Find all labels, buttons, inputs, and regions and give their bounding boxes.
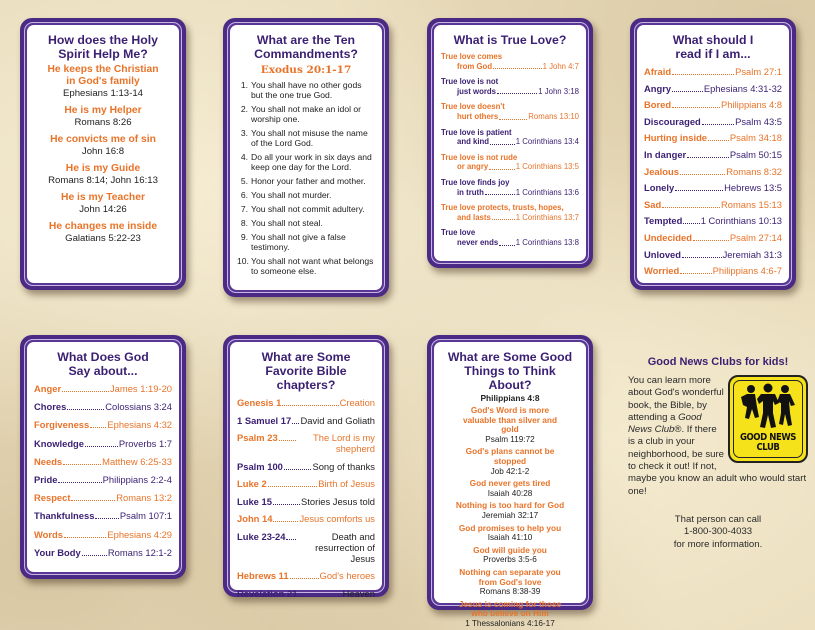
card-title: What are the Ten Commandments? (254, 33, 358, 61)
item-heading: He is my Guide (65, 163, 141, 174)
club-heading: Good News Clubs for kids! (647, 356, 789, 368)
list-item (644, 232, 782, 243)
list-item (34, 105, 172, 129)
item-line: True love is patient (441, 127, 512, 137)
list-item (644, 249, 782, 260)
item-label: Sad (644, 198, 662, 210)
list-item (441, 128, 579, 147)
item-reference: Psalm 119:72 (485, 434, 535, 444)
item-line: True love (441, 228, 476, 238)
item-reference: Matthew 6:25-33 (102, 455, 172, 467)
item-number: 4. (240, 152, 248, 162)
item-reference: Colossians 3:24 (105, 401, 172, 413)
item-reference: God's heroes (319, 570, 375, 581)
leader-dots (284, 469, 312, 470)
leader-dots (95, 518, 118, 519)
list-item (441, 52, 579, 71)
list-item (34, 163, 172, 187)
item-text: Honor your father and mother. (251, 176, 366, 186)
item-heading: God will guide you (473, 544, 547, 555)
good-things-card (427, 335, 593, 628)
item-heading: God never gets tired (469, 478, 551, 489)
item-number: 6. (240, 190, 248, 200)
list-item (237, 397, 375, 408)
item-reference: Song of thanks (312, 460, 375, 472)
item-label: Respect (34, 492, 71, 504)
item-reference: Romans 8:32 (726, 165, 782, 177)
leader-dots (489, 162, 515, 170)
list-item (441, 546, 579, 565)
item-line (441, 87, 579, 97)
leader-dots (62, 391, 109, 392)
item-reference: 1 Corinthians 13:7 (515, 212, 579, 222)
leader-dots (702, 124, 734, 125)
item-reference: 1 Corinthians 13:5 (515, 162, 579, 172)
list-item (441, 102, 579, 121)
list-item (644, 132, 782, 143)
item-reference: Ephesians 1:13-14 (62, 88, 143, 99)
item-label: Thankfulness (34, 510, 95, 522)
commandments-card (223, 18, 389, 297)
item-text: You shall not want what belongs to someone else. (251, 256, 374, 276)
item-label: John 14 (237, 513, 273, 524)
leader-dots (282, 405, 338, 406)
scripture-reference: Philippians 4:8 (480, 393, 540, 403)
item-reference: 1 John 4:7 (542, 61, 579, 71)
item-reference: Job 42:1-2 (490, 466, 530, 476)
item-line: True love protects, trusts, hopes, (441, 203, 564, 213)
item-reference: Birth of Jesus (318, 478, 375, 489)
list-item (34, 492, 172, 503)
item-text: You shall not misuse the name of the Lord God. (251, 128, 368, 148)
item-label: Jealous (644, 165, 679, 177)
leader-dots (680, 174, 725, 175)
read-if-list (644, 66, 782, 276)
list-item (34, 438, 172, 449)
item-reference: 1 John 3:18 (538, 86, 579, 96)
item-line: True love finds joy (441, 177, 510, 187)
item-label: Pride (34, 473, 58, 485)
list-item (237, 496, 375, 507)
item-reference: John 14:26 (79, 204, 127, 215)
list-item (237, 513, 375, 524)
item-label: Anger (34, 383, 62, 394)
list-item (34, 383, 172, 394)
list-item (644, 116, 782, 127)
item-reference: Ephesians 4:29 (107, 528, 172, 540)
leader-dots (279, 432, 296, 441)
item-reference: Philippians 4:8 (721, 99, 782, 111)
children-running-icon (737, 383, 799, 433)
item-reference: Psalm 27:14 (729, 231, 782, 243)
list-item (441, 447, 579, 476)
item-number: 5. (240, 176, 248, 186)
item-reference: Psalm 107:1 (119, 510, 172, 522)
item-number: 8. (240, 218, 248, 228)
item-line (441, 137, 579, 147)
item-label: Knowledge (34, 437, 85, 449)
list-item (237, 128, 375, 148)
item-reference: Proverbs 1:7 (118, 437, 172, 449)
item-reference: Romans 8:38-39 (479, 587, 541, 597)
list-item (237, 152, 375, 172)
leader-dots (85, 446, 118, 447)
item-reference: Isaiah 40:28 (487, 488, 533, 498)
item-reference: Ephesians 4:32 (107, 419, 172, 431)
item-label: Afraid (644, 66, 672, 77)
read-if-card (630, 18, 796, 290)
item-label: Tempted (644, 215, 683, 227)
leader-dots (90, 427, 106, 428)
leader-dots (71, 500, 115, 501)
item-heading: Nothing can separate you from God's love (459, 566, 561, 587)
list-item (34, 221, 172, 245)
item-text: in truth (457, 187, 484, 197)
list-item (644, 83, 782, 94)
item-reference: Psalm 50:15 (729, 148, 782, 160)
item-heading: God's plans cannot be stopped (465, 446, 555, 466)
item-line: True love is not rude (441, 152, 518, 162)
item-reference: Romans 8:26 (74, 117, 132, 128)
list-item (237, 531, 375, 564)
item-number: 2. (240, 104, 248, 114)
leader-dots (286, 531, 296, 540)
item-reference: James 1:19-20 (109, 383, 172, 394)
item-label: Luke 23-24 (237, 530, 286, 542)
holy-spirit-list (34, 64, 172, 245)
leader-dots (290, 578, 319, 579)
item-line (441, 62, 579, 72)
item-text: You shall not make an idol or worship one. (251, 104, 362, 124)
list-item (441, 203, 579, 222)
item-line (441, 238, 579, 248)
item-text: or angry (457, 162, 489, 172)
item-text: Do all your work in six days and keep one day for the Lord. (251, 152, 372, 172)
leader-dots (672, 91, 703, 92)
item-reference: 1 Corinthians 13:6 (515, 187, 579, 197)
item-reference: Psalm 34:18 (729, 132, 782, 144)
item-reference: 1 Corinthians 13:8 (515, 237, 579, 247)
item-reference: Romans 13:2 (116, 492, 172, 504)
list-item (441, 501, 579, 520)
list-item (644, 166, 782, 177)
holy-spirit-card (20, 18, 186, 290)
item-text: You shall not steal. (251, 218, 323, 228)
item-reference: Jeremiah 32:17 (481, 510, 539, 520)
leader-dots (63, 464, 101, 465)
list-item (441, 77, 579, 96)
leader-dots (273, 504, 300, 505)
list-item (237, 218, 375, 228)
list-item (237, 190, 375, 200)
list-item (34, 529, 172, 540)
item-label: Words (34, 528, 63, 540)
item-text: just words (457, 86, 496, 96)
item-number: 10. (237, 256, 249, 266)
list-item (441, 406, 579, 444)
contact-info: That person can call 1-800-300-4033 for more information. (628, 514, 808, 551)
item-reference: Philippians 4:6-7 (712, 265, 782, 277)
list-item (644, 265, 782, 276)
scripture-reference: Exodus 20:1-17 (260, 64, 352, 76)
item-text: hurt others (457, 111, 499, 121)
good-things-list (441, 406, 579, 628)
item-label: Genesis 1 (237, 397, 282, 408)
list-item (644, 199, 782, 210)
list-item (237, 256, 375, 276)
item-heading: He is my Helper (64, 105, 142, 116)
club-description: You can learn more about God's wonderful book, the Bible, by attending a Good News Club®. If there is a club in your neighborhood, be sure to check it out! If not, maybe you know an adult who would start one! (628, 375, 807, 497)
card-title: What Does God Say about... (57, 350, 149, 378)
item-text: You shall have no other gods but the one true God. (251, 80, 362, 100)
item-label: Forgiveness (34, 419, 90, 431)
item-text: never ends (457, 237, 499, 247)
leader-dots (497, 87, 537, 95)
item-reference: 1 Corinthians 13:4 (515, 137, 579, 147)
list-item (644, 149, 782, 160)
item-reference: Stories Jesus told (301, 495, 375, 507)
item-reference: Jeremiah 31:3 (722, 248, 782, 260)
item-label: Lonely (644, 182, 675, 194)
leader-dots (687, 157, 729, 158)
list-item (237, 104, 375, 124)
list-item (34, 474, 172, 485)
leader-dots (492, 213, 515, 221)
list-item (237, 570, 375, 581)
item-reference: Romans 12:1-2 (107, 546, 172, 558)
list-item (644, 66, 782, 77)
list-item (34, 192, 172, 216)
god-says-list (34, 383, 172, 558)
item-reference: Romans 8:14; John 16:13 (48, 175, 158, 186)
list-item (237, 80, 375, 100)
item-label: Unloved (644, 248, 681, 260)
list-item (644, 215, 782, 226)
item-reference: The Lord is my shepherd (313, 432, 375, 454)
leader-dots (693, 240, 729, 241)
item-number: 7. (240, 204, 248, 214)
list-item (237, 588, 375, 599)
list-item (237, 176, 375, 186)
good-news-club-logo (728, 375, 808, 463)
item-heading: He is my Teacher (61, 192, 145, 203)
item-label: Your Body (34, 546, 81, 558)
card-title: What are Some Favorite Bible chapters? (261, 350, 351, 392)
item-label: Psalm 23 (237, 432, 278, 443)
item-label: Worried (644, 265, 680, 277)
favorite-chapters-card (223, 335, 389, 597)
item-line (441, 162, 579, 172)
list-item (34, 419, 172, 430)
leader-dots (499, 112, 527, 120)
leader-dots (675, 190, 723, 191)
item-heading: Jesus is coming for those who believe on Him (458, 598, 562, 619)
leader-dots (672, 107, 720, 108)
item-reference: Romans 15:13 (721, 198, 782, 210)
item-line (441, 112, 579, 122)
list-item (34, 456, 172, 467)
list-item (34, 64, 172, 100)
list-item (237, 232, 375, 252)
list-item (441, 178, 579, 197)
item-label: Luke 2 (237, 478, 267, 489)
item-heading: God's Word is more valuable than silver and gold (462, 405, 558, 435)
card-title: What are Some Good Things to Think About? (447, 350, 573, 392)
item-heading: Nothing is too hard for God (455, 500, 565, 511)
item-number: 1. (240, 80, 248, 90)
item-reference: Galatians 5:22-23 (65, 233, 141, 244)
item-label: Bored (644, 99, 672, 111)
leader-dots (268, 486, 318, 487)
item-reference: Philippians 2:2-4 (102, 473, 172, 485)
item-reference: Psalm 43:5 (735, 115, 782, 127)
leader-dots (273, 521, 298, 522)
item-text: from God (457, 61, 493, 71)
logo-text: GOOD NEWS CLUB (739, 432, 797, 453)
list-item (441, 600, 579, 629)
true-love-list (441, 52, 579, 248)
item-reference: Proverbs 3:5-6 (483, 555, 537, 565)
list-item (441, 524, 579, 543)
item-label: Luke 15 (237, 495, 272, 507)
list-item (34, 547, 172, 558)
item-text: You shall not murder. (251, 190, 332, 200)
leader-dots (64, 537, 106, 538)
item-number: 9. (240, 232, 248, 242)
item-reference: Isaiah 41:10 (487, 533, 533, 543)
leader-dots (662, 207, 720, 208)
list-item (644, 99, 782, 110)
leader-dots (672, 74, 734, 75)
item-label: In danger (644, 148, 687, 160)
item-heading: He changes me inside (48, 221, 158, 232)
list-item (34, 134, 172, 158)
item-heading: He keeps the Christian in God's family (47, 64, 159, 87)
item-reference: Ephesians 4:31-32 (703, 82, 782, 94)
leader-dots (683, 223, 699, 224)
list-item (237, 478, 375, 489)
item-label: 1 Samuel 17 (237, 414, 292, 426)
item-label: Psalm 100 (237, 460, 283, 472)
list-item (237, 432, 375, 454)
list-item (237, 415, 375, 426)
item-line: True love doesn't (441, 102, 505, 112)
leader-dots (67, 409, 104, 410)
item-label: Undecided (644, 231, 692, 243)
leader-dots (499, 238, 515, 246)
item-reference: John 16:8 (81, 146, 125, 157)
item-line (441, 213, 579, 223)
list-item (34, 401, 172, 412)
card-title: What should I read if I am... (672, 33, 754, 61)
item-reference: 1 Thessalonians 4:16-17 (465, 618, 555, 628)
god-says-card (20, 335, 186, 579)
item-number: 3. (240, 128, 248, 138)
leader-dots (485, 188, 515, 196)
item-reference: Death and resurrection of Jesus (315, 530, 375, 564)
item-label: Hebrews 11 (237, 570, 289, 581)
item-reference: 1 Corinthians 10:13 (700, 215, 782, 227)
item-label: Angry (644, 82, 672, 94)
good-news-club-section (628, 356, 808, 551)
list-item (34, 510, 172, 521)
leader-dots (292, 415, 299, 424)
item-reference: Hebrews 13:5 (724, 182, 782, 194)
leader-dots (493, 62, 541, 70)
item-text: and lasts (457, 212, 491, 222)
item-text: You shall not commit adultery. (251, 204, 365, 214)
list-item (441, 228, 579, 247)
item-reference: Creation (339, 397, 375, 408)
item-reference: Jesus comforts us (299, 513, 375, 524)
item-heading: He convicts me of sin (50, 134, 156, 145)
list-item (237, 204, 375, 214)
item-label: Revelation 21 (237, 587, 298, 599)
leader-dots (298, 596, 341, 597)
card-title: What is True Love? (453, 33, 567, 47)
leader-dots (682, 257, 722, 258)
item-heading: God promises to help you (458, 522, 562, 533)
item-label: Hurting inside (644, 132, 708, 144)
item-label: Needs (34, 455, 63, 467)
leader-dots (680, 273, 711, 274)
leader-dots (490, 137, 515, 145)
item-line: True love is not (441, 77, 499, 87)
phone-number: 1-800-300-4033 (683, 526, 753, 538)
leader-dots (708, 140, 729, 141)
item-line: True love comes (441, 52, 503, 61)
commandments-list (237, 80, 375, 276)
list-item (441, 568, 579, 597)
item-reference: Romans 13:10 (528, 111, 579, 121)
list-item (644, 182, 782, 193)
list-item (441, 479, 579, 498)
item-reference: Psalm 27:1 (735, 66, 782, 77)
item-reference: Heaven (342, 587, 375, 599)
list-item (237, 461, 375, 472)
item-label: Discouraged (644, 115, 701, 127)
card-title: How does the Holy Spirit Help Me? (48, 33, 158, 61)
item-label: Chores (34, 401, 67, 413)
list-item (441, 153, 579, 172)
true-love-card (427, 18, 593, 268)
item-line (441, 188, 579, 198)
item-text: You shall not give a false testimony. (251, 232, 346, 252)
leader-dots (58, 482, 101, 483)
chapters-list (237, 397, 375, 599)
leader-dots (82, 555, 107, 556)
item-text: and kind (457, 137, 490, 147)
item-reference: David and Goliath (300, 414, 375, 426)
